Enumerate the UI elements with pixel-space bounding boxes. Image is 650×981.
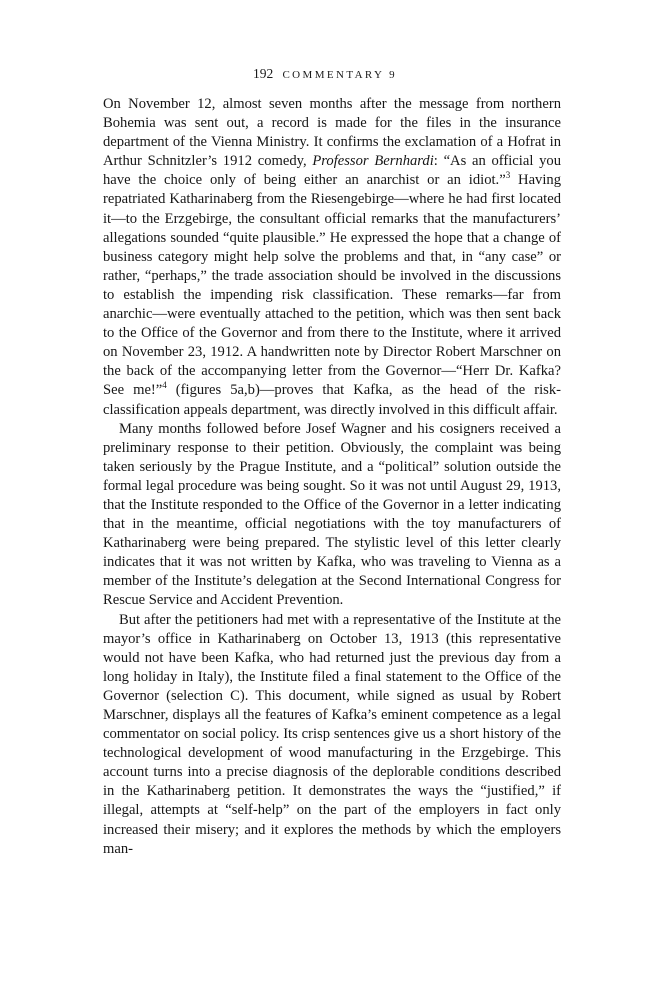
text-run: On November 12, almost seven months after the message from northern Bohemia was sent out, a record is made for the files in the insurance department of the Vienna Ministry. It confirms the exclamation of a Hofrat in Arthur Schnitzler’s 1912 comedy,	[103, 96, 561, 170]
text-run: Many months followed before Josef Wagner and his cosigners received a preliminary response to their petition. Obviously, the complaint was being taken seriously by the Prague Institute, and a “political” solution outside the formal legal procedure was being sought. So it was not until August 29, 1913, that the Institute responded to the Office of the Governor in a letter indicating that in the meantime, official negotiations with the toy manufacturers of Katharinaberg were being prepared. The stylistic level of this letter clearly indicates that it was not written by Kafka, who was traveling to Vienna as a member of the Institute’s delegation at the Second International Congress for Rescue Service and Accident Prevention.	[103, 420, 561, 609]
footnote-marker: 3	[505, 170, 511, 181]
text-run: Having repatriated Katharinaberg from the Riesengebirge—where he had first located it—to the Erzgebirge, the consultant official remarks that the manufacturers’ allegations sounded “quite plausible.” He expressed the hope that a change of business category might help solve the problems and that, in “any case” or rather, “perhaps,” the trade association should be involved in the discussions to establish the impending risk classification. These remarks—far from anarchic—were eventually attached to the petition, which was then sent back to the Office of the Governor and from there to the Institute, where it arrived on November 23, 1912. A handwritten note by Director Robert Marschner on the back of the accompanying letter from the Governor—“Herr Dr. Kafka? See me!”	[103, 172, 561, 399]
footnote-marker: 4	[162, 380, 167, 391]
paragraph	[103, 420, 561, 611]
text-run: But after the petitioners had met with a representative of the Institute at the mayor’s office in Katharinaberg on October 13, 1913 (this representative would not have been Kafka, who had returned just the previous day from a long holiday in Italy), the Institute filed a final statement to the Office of the Governor (selection C). This document, while signed as usual by Robert Marschner, displays all the features of Kafka’s eminent competence as a legal commentator on social policy. Its crisp sentences give us a short history of the technological development of wood manufacturing in the Erzgebirge. This account turns into a precise diagnosis of the deplorable conditions described in the Katharinaberg petition. It demonstrates the ways the “justified,” if illegal, attempts at “self-help” on the part of the employers in fact only increased their misery; and it explores the methods by which the employers man-	[103, 611, 561, 857]
play-title: Professor Bernhardi	[312, 153, 434, 170]
running-title: COMMENTARY 9	[282, 69, 398, 81]
text-run: (figures 5a,b)—proves that Kafka, as the head of the risk-classification appeals department, was directly involved in this difficult affair.	[103, 382, 562, 418]
text-run: : “As an official you have the choice only of being either an anarchist or an idiot.”	[103, 153, 561, 189]
paragraph	[103, 95, 561, 420]
page-number: 192	[252, 66, 274, 81]
body-text	[103, 95, 561, 859]
paragraph	[103, 611, 561, 859]
running-header	[0, 66, 650, 83]
